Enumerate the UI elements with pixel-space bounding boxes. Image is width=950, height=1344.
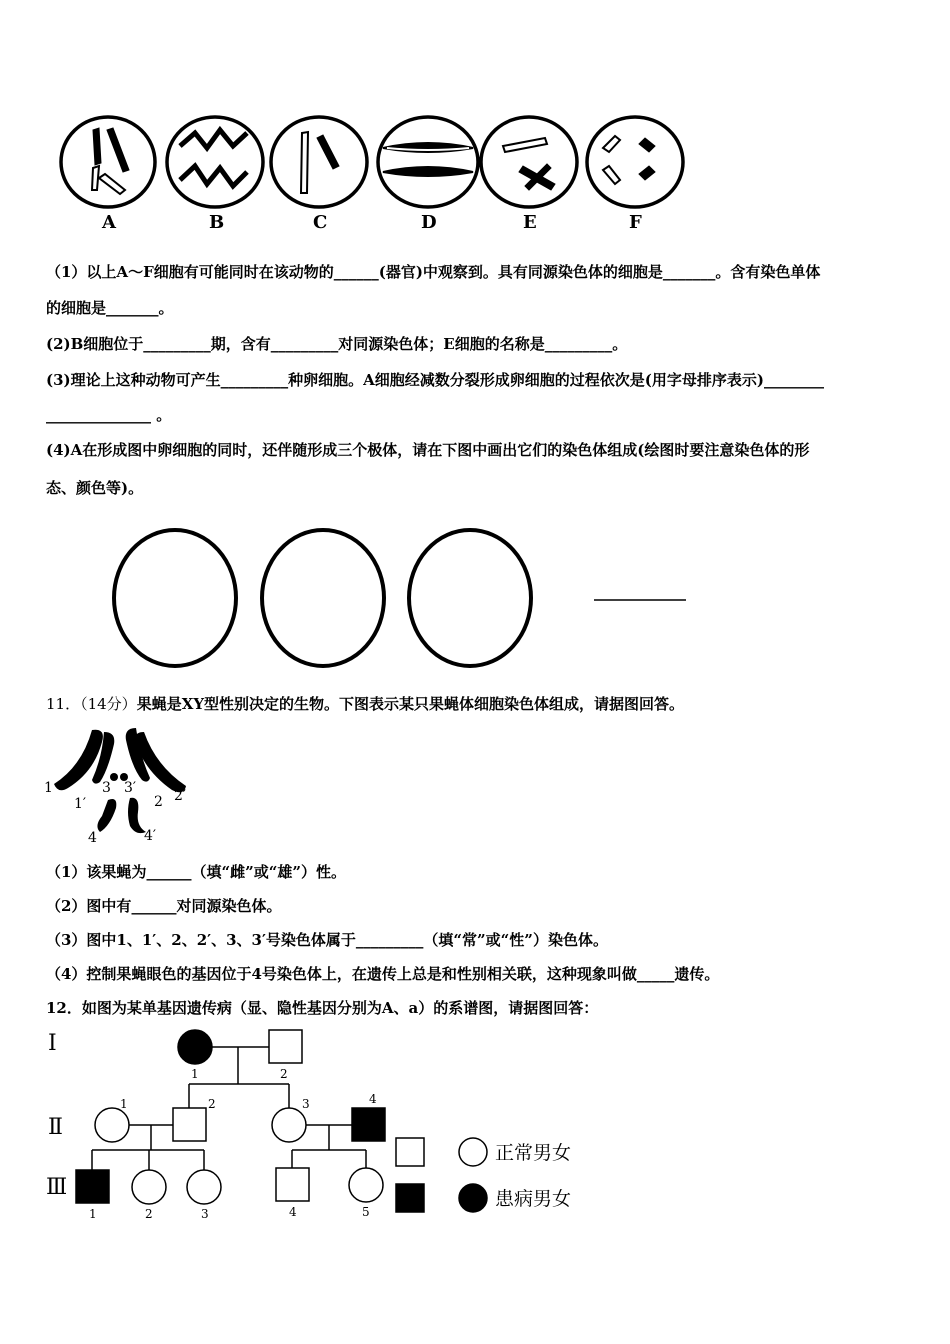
empty-cell-circle (409, 530, 531, 666)
cell-division-figure (55, 108, 695, 238)
gen3-1-male-affected (76, 1170, 109, 1203)
chromosome-label: 2′ (174, 788, 187, 804)
q10-line-4: (3)理论上这种动物可产生_________种卵细胞。A细胞经减数分裂形成卵细胞的过程依次是(用字母排序表示)________ (46, 371, 824, 389)
legend-affected-label: 患病男女 (495, 1188, 572, 1210)
chromosome-label: 3 (102, 780, 111, 796)
pedigree-id: 2 (280, 1067, 288, 1081)
chromosome-label: 1′ (74, 796, 87, 812)
legend-normal-male (396, 1138, 424, 1166)
cell-label: C (313, 212, 328, 233)
pedigree-id: 3 (302, 1097, 310, 1111)
q12-stem: 12．如图为某单基因遗传病（显、隐性基因分别为A、a）的系谱图，请据图回答： (46, 999, 599, 1017)
cell-circle-e (481, 117, 577, 207)
pedigree-id: 2 (145, 1207, 153, 1221)
q10-line-1: （1）以上A～F细胞有可能同时在该动物的______(器官)中观察到。具有同源染色体的细胞是_______。含有染色单体 (46, 263, 821, 281)
generation-label: Ⅱ (48, 1115, 63, 1140)
q11-sub-2: （2）图中有______对同源染色体。 (46, 897, 282, 915)
q11-number: 11．（14分） (46, 695, 137, 713)
q10-line-3: (2)B细胞位于_________期，含有_________对同源染色体；E细胞的名称是_________。 (46, 335, 628, 353)
cell-circle-f (587, 117, 683, 207)
q11-sub-4: （4）控制果蝇眼色的基因位于4号染色体上，在遗传上总是和性别相关联，这种现象叫做_____遗传。 (46, 965, 720, 983)
chromosome-label: 4′ (144, 828, 157, 844)
q10-line-5: ______________ 。 (46, 406, 172, 424)
gen1-male-normal (269, 1030, 302, 1063)
gen2-1-female-normal (95, 1108, 129, 1142)
empty-cell-circle (262, 530, 384, 666)
gen3-2-female-normal (132, 1170, 166, 1204)
chromosome-label: 2 (154, 794, 163, 810)
pedigree-id: 4 (289, 1205, 297, 1219)
q10-line-6: (4)A在形成图中卵细胞的同时，还伴随形成三个极体，请在下图中画出它们的染色体组成(绘图时要注意染色体的形 (46, 441, 810, 459)
chromosomes-f (603, 136, 655, 184)
pedigree-id: 3 (201, 1207, 209, 1221)
pedigree-chart (44, 1022, 604, 1227)
q10-line-2: 的细胞是_______。 (46, 299, 174, 317)
pedigree-id: 1 (89, 1207, 97, 1221)
gen3-3-female-normal (187, 1170, 221, 1204)
gen2-3-female-normal (272, 1108, 306, 1142)
cell-label: E (523, 212, 537, 233)
gen3-4-male-normal (276, 1168, 309, 1201)
generation-label: Ⅲ (46, 1175, 68, 1200)
empty-cell-circle (114, 530, 236, 666)
chromosomes-d (383, 143, 473, 176)
polar-body-drawing-area (110, 525, 700, 670)
cell-label: D (421, 212, 437, 233)
chromosome-label: 1 (44, 780, 53, 796)
gen2-2-male-normal (173, 1108, 206, 1141)
q11-sub-3: （3）图中1、1′、2、2′、3、3′号染色体属于_________（填“常”或“性”）染色体。 (46, 931, 608, 949)
cell-label: A (102, 212, 116, 233)
legend-affected-female (459, 1184, 487, 1212)
legend-normal-label: 正常男女 (495, 1142, 572, 1164)
pedigree-id: 4 (369, 1092, 377, 1106)
pedigree-id: 2 (208, 1097, 216, 1111)
cell-label: B (209, 212, 225, 233)
q11-stem (46, 694, 684, 714)
chromosomes-b (180, 130, 247, 186)
legend-affected-male (396, 1184, 424, 1212)
cell-circle-d (378, 117, 478, 207)
pedigree-id: 1 (120, 1097, 128, 1111)
cell-label: F (629, 212, 642, 233)
q11-stem-text: 果蝇是XY型性别决定的生物。下图表示某只果蝇体细胞染色体组成，请据图回答。 (136, 695, 685, 713)
chromosomes-a (92, 128, 129, 194)
legend-normal-female (459, 1138, 487, 1166)
chromosomes-e (503, 138, 555, 190)
chromosome-label: 4 (88, 830, 97, 846)
chromosomes-c (301, 132, 339, 193)
gen2-4-male-affected (352, 1108, 385, 1141)
q11-sub-1: （1）该果蝇为______（填“雌”或“雄”）性。 (46, 863, 346, 881)
cell-circle-c (271, 117, 367, 207)
generation-label: Ⅰ (48, 1031, 57, 1056)
cell-circle-b (167, 117, 263, 207)
gen1-female-affected (178, 1030, 212, 1064)
gen3-5-female-normal (349, 1168, 383, 1202)
fruit-fly-chromosome-figure (44, 722, 194, 847)
pedigree-id: 5 (362, 1205, 370, 1219)
chromosome-label: 3′ (124, 780, 137, 796)
pedigree-id: 1 (191, 1067, 199, 1081)
q10-line-7: 态、颜色等)。 (46, 479, 144, 497)
